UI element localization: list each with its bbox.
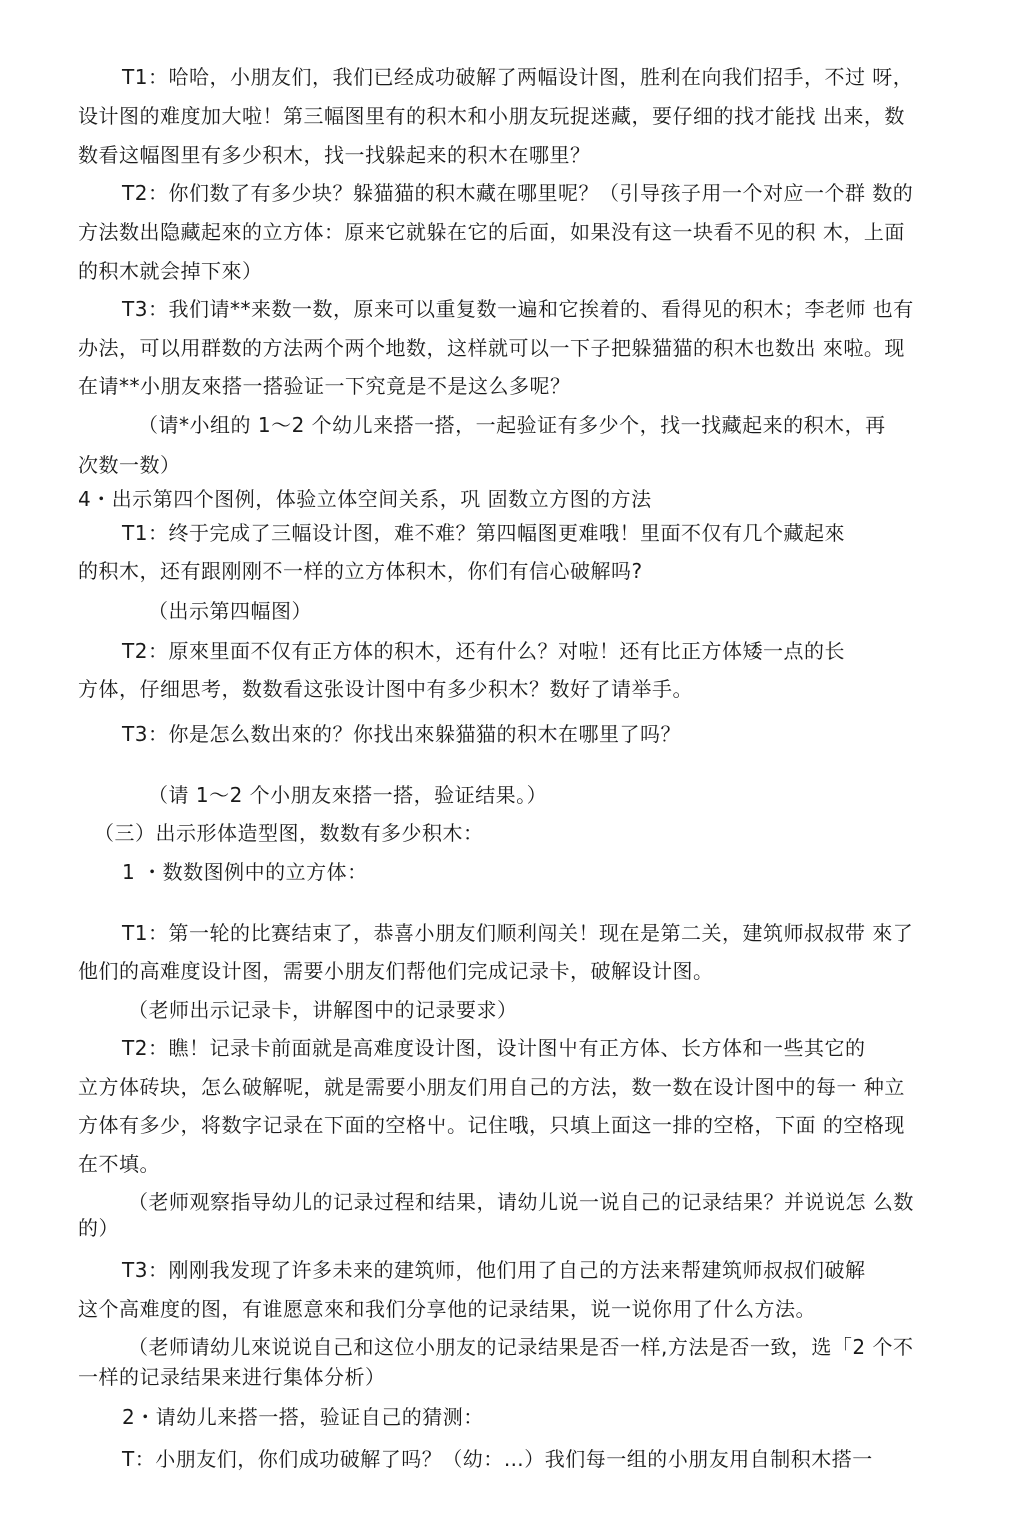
- text-line: 方体，仔细思考，数数看这张设计图中有多少积木？数好了请举手。: [78, 677, 693, 701]
- text-line: 办法，可以用群数的方法两个两个地数，这样就可以一下子把躲猫猫的积木也数出 來啦。现: [78, 336, 905, 360]
- text-line: T1：终于完成了三幅设计图，难不难？第四幅图更难哦！里面不仅有几个藏起來: [122, 521, 845, 545]
- section-heading: 1 ・数数图例中的立方体：: [122, 860, 368, 884]
- text-line: （出示第四幅图）: [148, 599, 312, 623]
- text-line: 立方体砖块，怎么破解呢，就是需要小朋友们用自己的方法，数一数在设计图中的每一 种立: [78, 1075, 905, 1099]
- section-heading: 4・出示第四个图例，体验立体空间关系，巩 固数立方图的方法: [78, 487, 652, 511]
- text-line: 方体有多少，将数字记录在下面的空格屮。记住哦，只填上面这一排的空格，下面 的空格现: [78, 1113, 905, 1137]
- text-line: （请*小组的 1～2 个幼儿来搭一搭，一起验证有多少个，找一找藏起来的积木，再: [138, 413, 886, 437]
- text-line: （老师请幼儿來说说自己和这位小朋友的记录结果是否一样,方法是否一致，选「2 个不: [128, 1335, 914, 1359]
- text-line: T1：第一轮的比赛结束了，恭喜小朋友们顺利闯关！现在是第二关，建筑师叔叔带 來了: [122, 921, 914, 945]
- text-line: T1：哈哈，小朋友们，我们已经成功破解了两幅设计图，胜利在向我们招手，不过 呀，: [122, 65, 914, 89]
- text-line: 这个高难度的图，有谁愿意來和我们分享他的记录结果，说一说你用了什么方法。: [78, 1297, 816, 1321]
- text-line: （请 1～2 个小朋友來搭一搭，验证结果。）: [148, 783, 548, 807]
- text-line: T2：瞧！记录卡前面就是高难度设计图，设计图屮有正方体、长方体和一些其它的: [122, 1036, 866, 1060]
- text-line: 的积木就会掉下來）: [78, 259, 263, 283]
- text-line: 的积木，还有跟刚刚不一样的立方体积木，你们有信心破解吗?: [78, 559, 643, 583]
- text-line: 在请**小朋友來搭一搭验证一下究竟是不是这么多呢？: [78, 374, 571, 398]
- section-heading: 2・请幼儿来搭一搭，验证自己的猜测：: [122, 1405, 484, 1429]
- text-line: T3：刚刚我发现了许多未来的建筑师，他们用了自己的方法来帮建筑师叔叔们破解: [122, 1258, 866, 1282]
- text-line: （老师出示记录卡，讲解图中的记录要求）: [128, 998, 518, 1022]
- text-line: 一样的记录结果来进行集体分析）: [78, 1365, 386, 1389]
- section-heading: （三）出示形体造型图，数数有多少积木：: [94, 821, 484, 845]
- text-line: 在不填。: [78, 1152, 160, 1176]
- text-line: 的）: [78, 1216, 119, 1240]
- text-line: T3：我们请**来数一数，原来可以重复数一遍和它挨着的、看得见的积木；李老师 也有: [122, 297, 914, 321]
- text-line: T2：你们数了有多少块？躲猫猫的积木藏在哪里呢？（引导孩子用一个对应一个群 数的: [122, 181, 914, 205]
- text-line: 方法数出隐藏起來的立方体：原来它就躲在它的后面，如果没有这一块看不见的积 木，上面: [78, 220, 905, 244]
- text-line: （老师观察指导幼儿的记录过程和结果，请幼儿说一说自己的记录结果？并说说怎 么数: [128, 1190, 914, 1214]
- text-line: T：小朋友们，你们成功破解了吗？（幼：…）我们每一组的小朋友用自制积木搭一: [122, 1447, 873, 1471]
- text-line: 次数一数）: [78, 453, 181, 477]
- text-line: 他们的高难度设计图，需要小朋友们帮他们完成记录卡，破解设计图。: [78, 959, 714, 983]
- text-line: T3：你是怎么数出來的？你找出來躲猫猫的积木在哪里了吗？: [122, 722, 681, 746]
- text-line: 设计图的难度加大啦！第三幅图里有的积木和小朋友玩捉迷藏，要仔细的找才能找 出来，数: [78, 104, 905, 128]
- text-line: 数看这幅图里有多少积木，找一找躲起来的积木在哪里？: [78, 143, 591, 167]
- text-line: T2：原來里面不仅有正方体的积木，还有什么？对啦！还有比正方体矮一点的长: [122, 639, 845, 663]
